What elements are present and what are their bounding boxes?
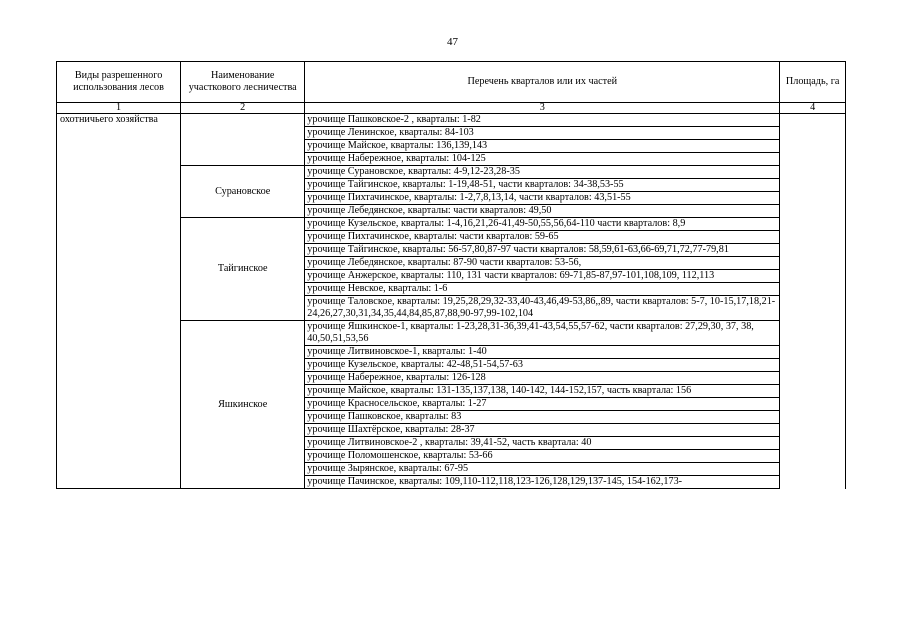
forest-use-table xyxy=(56,61,846,489)
quarters-list-cell: урочище Кузельское, кварталы: 42-48,51-54,57-63 xyxy=(305,359,780,372)
column-number: 4 xyxy=(780,103,846,114)
quarters-list-cell: урочище Тайгинское, кварталы: 56-57,80,87-97 части кварталов: 58,59,61-63,66-69,71,72,77-79,81 xyxy=(305,244,780,257)
quarters-list-cell: урочище Шахтёрское, кварталы: 28-37 xyxy=(305,424,780,437)
forestry-name-cell: Яшкинское xyxy=(181,321,305,489)
column-number: 2 xyxy=(181,103,305,114)
quarters-list-cell: урочище Невское, кварталы: 1-6 xyxy=(305,283,780,296)
quarters-list-cell: урочище Набережное, кварталы: 126-128 xyxy=(305,372,780,385)
column-number: 1 xyxy=(57,103,181,114)
quarters-list-cell: урочище Пачинское, кварталы: 109,110-112,118,123-126,128,129,137-145, 154-162,173- xyxy=(305,476,780,489)
quarters-list-cell: урочище Таловское, кварталы: 19,25,28,29,32-33,40-43,46,49-53,86,,89, части кварталов: 5-7, 10-15,17,18,21-24,26,27,30,31,34,35,44,84,85,87,88,90-97,99-102,104 xyxy=(305,296,780,321)
quarters-list-cell: урочище Сурановское, кварталы: 4-9,12-23,28-35 xyxy=(305,166,780,179)
quarters-list-cell: урочище Поломошенское, кварталы: 53-66 xyxy=(305,450,780,463)
quarters-list-cell: урочище Ленинское, кварталы: 84-103 xyxy=(305,127,780,140)
page-number: 47 xyxy=(447,36,458,48)
quarters-list-cell: урочище Пашковское, кварталы: 83 xyxy=(305,411,780,424)
table-row xyxy=(57,114,846,127)
use-type-cell: охотничьего хозяйства xyxy=(57,114,181,489)
quarters-list-cell: урочище Зырянское, кварталы: 67-95 xyxy=(305,463,780,476)
column-number: 3 xyxy=(305,103,780,114)
quarters-list-cell: урочище Пихтачинское, кварталы: 1-2,7,8,13,14, части кварталов: 43,51-55 xyxy=(305,192,780,205)
quarters-list-cell: урочище Литвиновское-1, кварталы: 1-40 xyxy=(305,346,780,359)
quarters-list-cell: урочище Майское, кварталы: 131-135,137,138, 140-142, 144-152,157, часть квартала: 156 xyxy=(305,385,780,398)
forestry-name-cell: Сурановское xyxy=(181,166,305,218)
forestry-name-cell xyxy=(181,114,305,166)
quarters-list-cell: урочище Тайгинское, кварталы: 1-19,48-51, части кварталов: 34-38,53-55 xyxy=(305,179,780,192)
header-quarters-list: Перечень кварталов или их частей xyxy=(305,62,780,103)
forestry-name-cell: Тайгинское xyxy=(181,218,305,321)
area-cell xyxy=(780,114,846,489)
quarters-list-cell: урочище Яшкинское-1, кварталы: 1-23,28,31-36,39,41-43,54,55,57-62, части кварталов: 27,29,30, 37, 38, 40,50,51,53,56 xyxy=(305,321,780,346)
quarters-list-cell: урочище Анжерское, кварталы: 110, 131 части кварталов: 69-71,85-87,97-101,108,109, 112,113 xyxy=(305,270,780,283)
quarters-list-cell: урочище Пашковское-2 , кварталы: 1-82 xyxy=(305,114,780,127)
quarters-list-cell: урочище Красносельское, кварталы: 1-27 xyxy=(305,398,780,411)
quarters-list-cell: урочище Кузельское, кварталы: 1-4,16,21,26-41,49-50,55,56,64-110 части кварталов: 8,9 xyxy=(305,218,780,231)
quarters-list-cell: урочище Лебедянское, кварталы: части кварталов: 49,50 xyxy=(305,205,780,218)
header-use-types: Виды разрешенного использования лесов xyxy=(57,62,181,103)
quarters-list-cell: урочище Лебедянское, кварталы: 87-90 части кварталов: 53-56, xyxy=(305,257,780,270)
quarters-list-cell: урочище Набережное, кварталы: 104-125 xyxy=(305,153,780,166)
header-forestry-name: Наименование участкового лесничества xyxy=(181,62,305,103)
quarters-list-cell: урочище Пихтачинское, кварталы: части кварталов: 59-65 xyxy=(305,231,780,244)
header-area: Площадь, га xyxy=(780,62,846,103)
quarters-list-cell: урочище Литвиновское-2 , кварталы: 39,41-52, часть квартала: 40 xyxy=(305,437,780,450)
quarters-list-cell: урочище Майское, кварталы: 136,139,143 xyxy=(305,140,780,153)
